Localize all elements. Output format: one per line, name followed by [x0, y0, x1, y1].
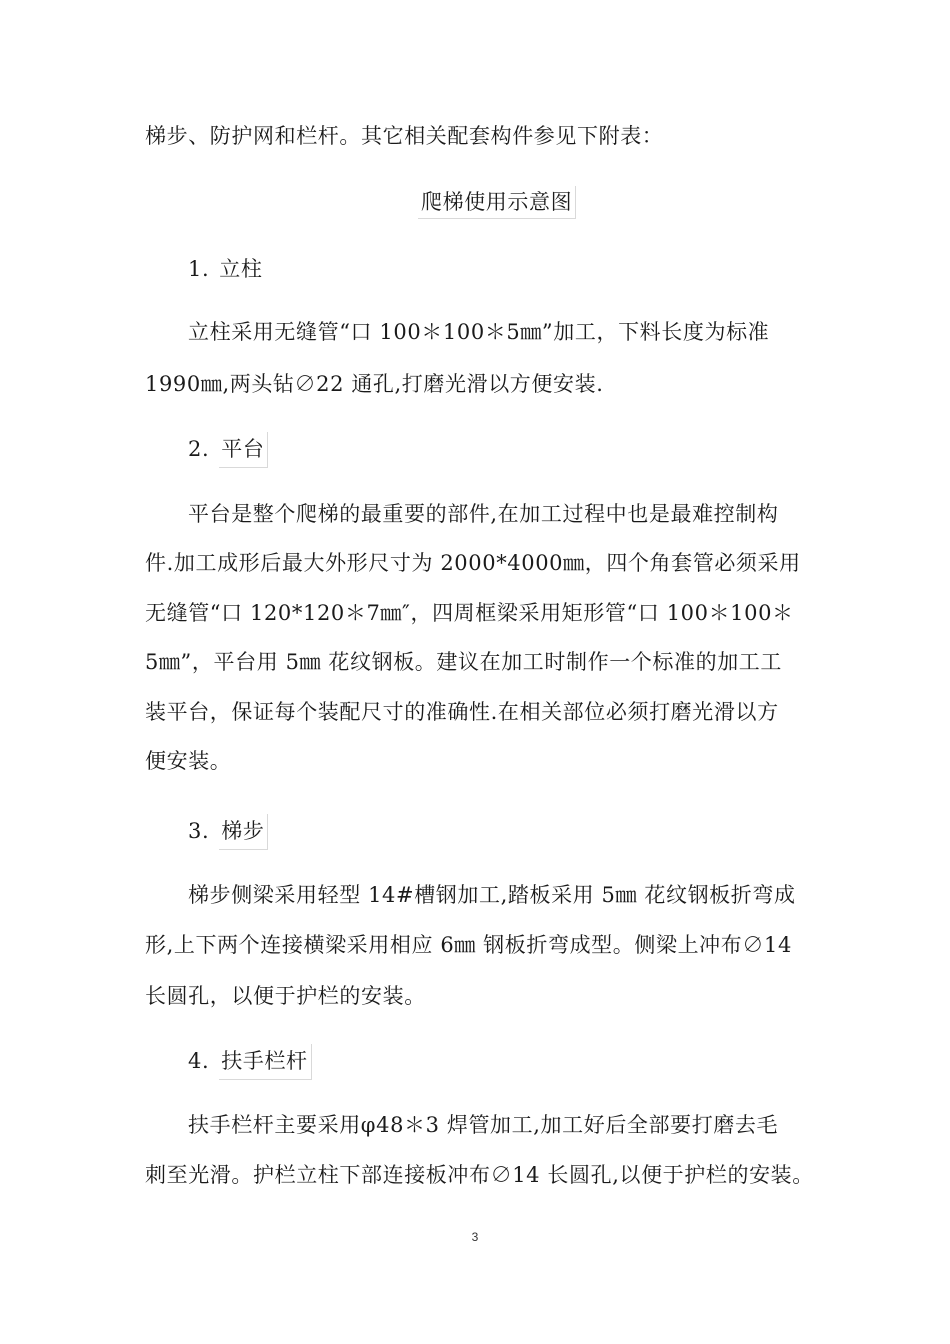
section-heading-4: [188, 1044, 312, 1080]
paragraph-line: 无缝管“口 120*120＊7㎜″，四周框梁采用矩形管“口 100＊100＊: [145, 601, 794, 625]
section-heading-3: [188, 814, 268, 850]
section-number: 4.: [188, 1049, 210, 1073]
paragraph-line: 件.加工成形后最大外形尺寸为 2000*4000㎜，四个角套管必须采用: [145, 551, 801, 575]
section-number: 2.: [188, 437, 210, 461]
section-title: 梯步: [219, 814, 268, 850]
figure-caption: 爬梯使用示意图: [418, 186, 576, 219]
paragraph-line: 立柱采用无缝管“口 100＊100＊5㎜”加工，下料长度为标准: [188, 320, 770, 344]
section-number: 3.: [188, 819, 210, 843]
paragraph-line: 梯步侧梁采用轻型 14#槽钢加工,踏板采用 5㎜ 花纹钢板折弯成: [188, 883, 796, 907]
paragraph-line: 形,上下两个连接横梁采用相应 6㎜ 钢板折弯成型。侧梁上冲布∅14: [145, 933, 792, 957]
page-number: 3: [471, 1230, 479, 1244]
paragraph-line: 扶手栏杆主要采用φ48＊3 焊管加工,加工好后全部要打磨去毛: [188, 1113, 779, 1137]
paragraph-line: 平台是整个爬梯的最重要的部件,在加工过程中也是最难控制构: [188, 502, 779, 526]
section-heading-2: [188, 432, 268, 468]
section-heading-1: [188, 254, 262, 284]
section-title: 立柱: [219, 257, 263, 281]
paragraph-line: 装平台，保证每个装配尺寸的准确性.在相关部位必须打磨光滑以方: [145, 700, 779, 724]
paragraph-line: 长圆孔，以便于护栏的安装。: [145, 984, 426, 1008]
section-title: 扶手栏杆: [219, 1044, 311, 1080]
paragraph-line: 5㎜”，平台用 5㎜ 花纹钢板。建议在加工时制作一个标准的加工工: [145, 650, 783, 674]
section-title: 平台: [219, 432, 268, 468]
paragraph-line: 刺至光滑。护栏立柱下部连接板冲布∅14 长圆孔,以便于护栏的安装。: [145, 1163, 814, 1187]
paragraph-line: 便安装。: [145, 749, 232, 773]
paragraph-line: 1990㎜,两头钻∅22 通孔,打磨光滑以方便安装.: [145, 372, 604, 396]
intro-paragraph-line: 梯步、防护网和栏杆。其它相关配套构件参见下附表：: [145, 124, 664, 148]
section-number: 1.: [188, 257, 210, 281]
